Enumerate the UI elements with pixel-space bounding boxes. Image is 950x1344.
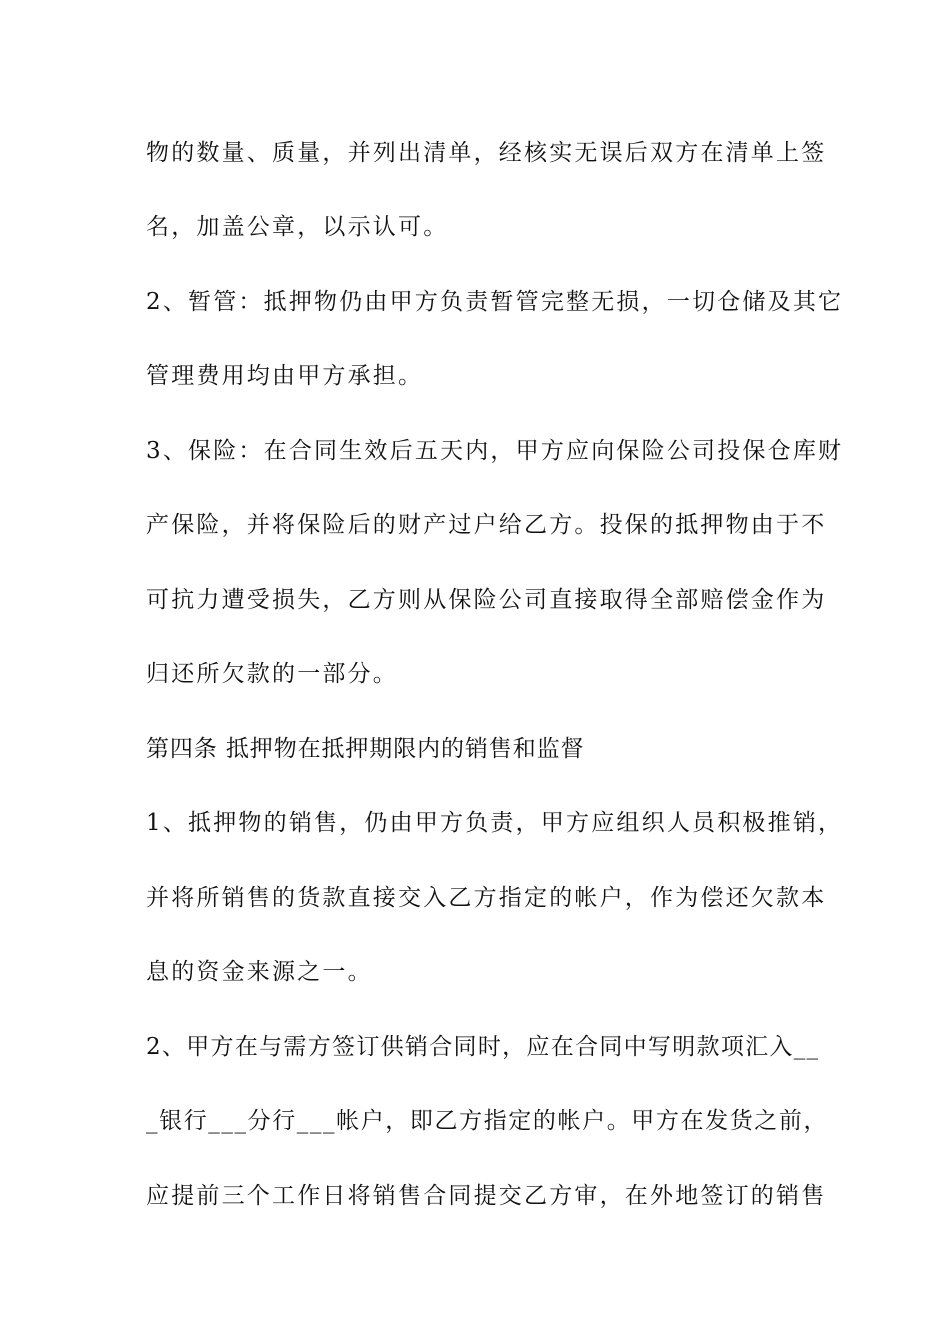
text-line: 产保险，并将保险后的财产过户给乙方。投保的抵押物由于不 <box>146 512 827 538</box>
article-4-heading: 第四条 抵押物在抵押期限内的销售和监督 <box>146 736 585 762</box>
clause-2-line: 2、甲方在与需方签订供销合同时，应在合同中写明款项汇入__ <box>146 1034 820 1060</box>
text-line: 可抗力遭受损失，乙方则从保险公司直接取得全部赔偿金作为 <box>146 587 827 613</box>
text-line: 息的资金来源之一。 <box>146 959 373 985</box>
text-line: _银行___分行___帐户，即乙方指定的帐户。甲方在发货之前， <box>146 1108 829 1134</box>
clause-1-line: 1、抵押物的销售，仍由甲方负责，甲方应组织人员积极推销， <box>146 810 844 836</box>
text-line: 名，加盖公章，以示认可。 <box>146 214 449 240</box>
text-line: 管理费用均由甲方承担。 <box>146 363 424 389</box>
clause-2-line: 2、暂管：抵押物仍由甲方负责暂管完整无损，一切仓储及其它 <box>146 289 844 315</box>
text-line: 归还所欠款的一部分。 <box>146 661 398 687</box>
text-line: 并将所销售的货款直接交入乙方指定的帐户，作为偿还欠款本 <box>146 885 827 911</box>
text-line: 应提前三个工作日将销售合同提交乙方审，在外地签订的销售 <box>146 1183 827 1209</box>
text-line: 物的数量、质量，并列出清单，经核实无误后双方在清单上签 <box>146 140 827 166</box>
clause-3-line: 3、保险：在合同生效后五天内，甲方应向保险公司投保仓库财 <box>146 438 844 464</box>
